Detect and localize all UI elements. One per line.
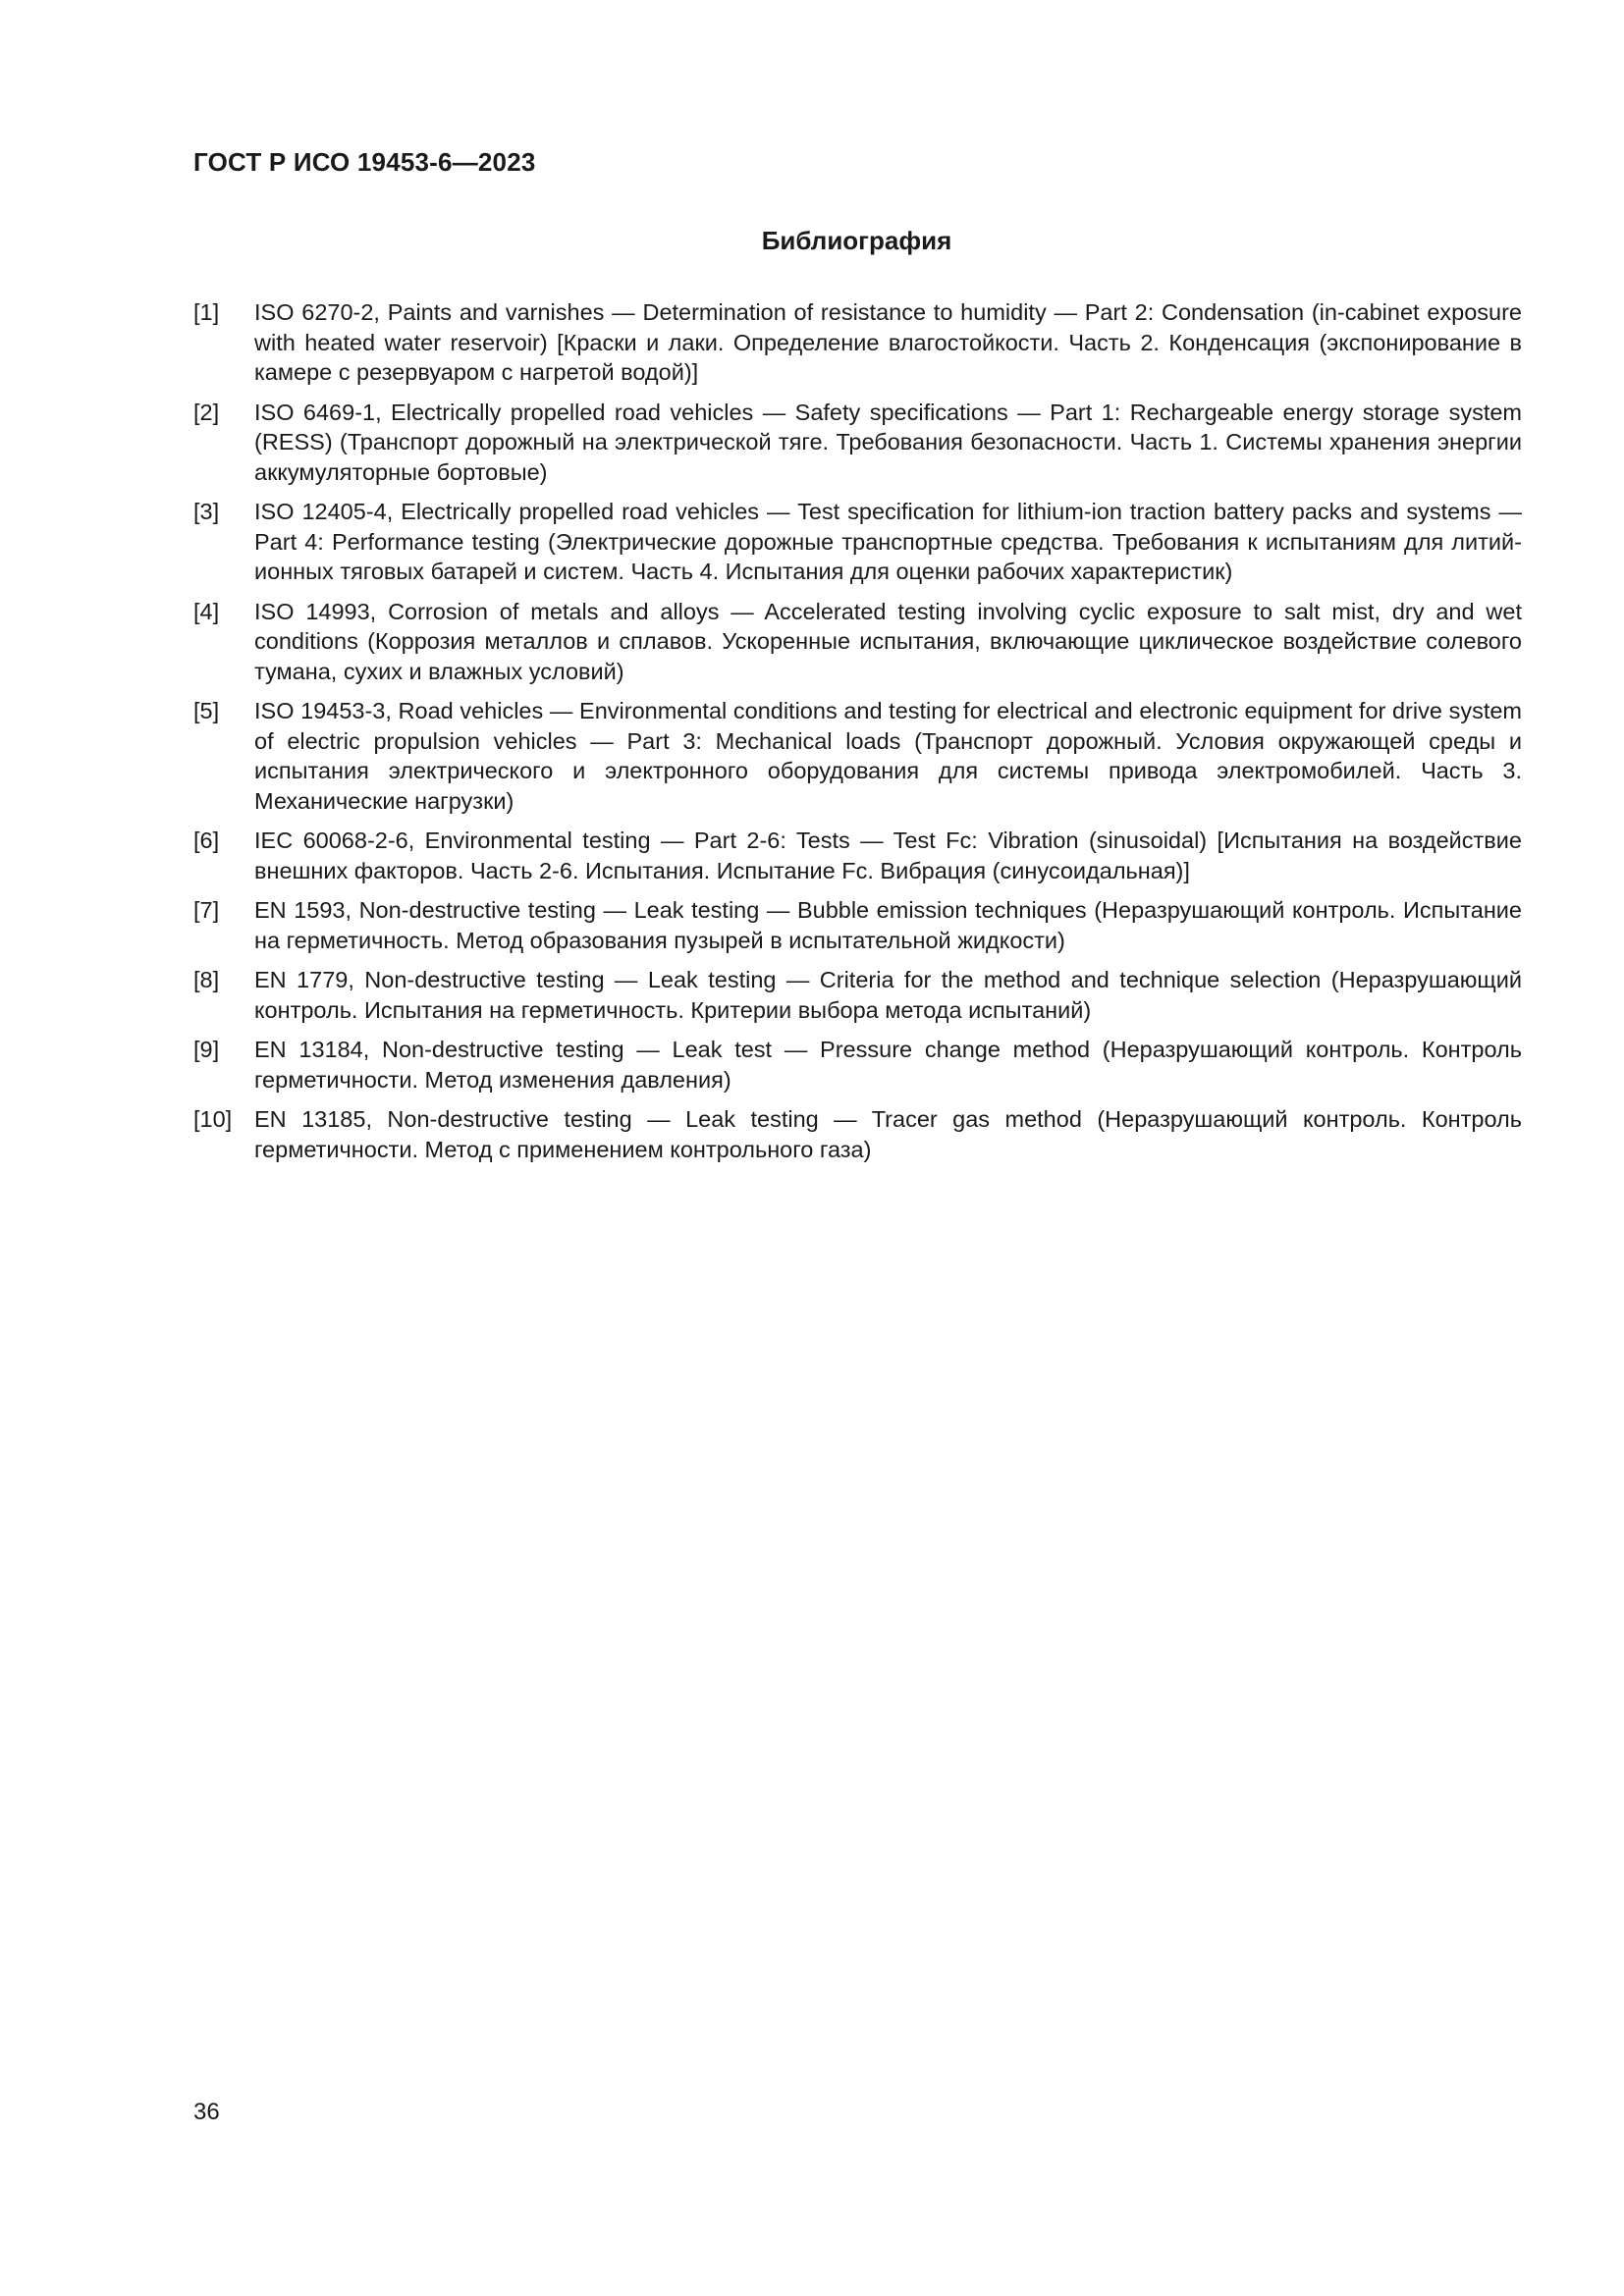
- bibliography-item-text: EN 1593, Non-destructive testing — Leak testing — Bubble emission techniques (Неразрушающий контроль. Испытание на герметичность. Метод образования пузырей в испытательной жидкости): [254, 897, 1522, 953]
- bibliography-item-number: [9]: [193, 1037, 220, 1062]
- bibliography-item-number: [6]: [193, 828, 220, 853]
- bibliography-item: [193, 597, 1522, 687]
- bibliography-item-number: [2]: [193, 399, 220, 425]
- bibliography-item-text: ISO 6469-1, Electrically propelled road vehicles — Safety specifications — Part 1: Rechargeable energy storage system (RESS) (Транспорт дорожный на электрической тяге. Требования безопасности. Часть 1. Системы хранения энергии аккумуляторные бортовые): [254, 399, 1522, 485]
- bibliography-item-number: [4]: [193, 598, 220, 624]
- bibliography-item-number: [1]: [193, 299, 220, 325]
- bibliography-list: [193, 297, 1522, 1174]
- bibliography-item-text: EN 13184, Non-destructive testing — Leak test — Pressure change method (Неразрушающий контроль. Контроль герметичности. Метод изменения давления): [254, 1037, 1522, 1093]
- bibliography-item-number: [10]: [193, 1106, 233, 1132]
- bibliography-item-text: ISO 19453-3, Road vehicles — Environmental conditions and testing for electrical and electronic equipment for drive system of electric propulsion vehicles — Part 3: Mechanical loads (Транспорт дорожный. Условия окружающей среды и испытания электрического и электронного оборудования для системы привода электромобилей. Часть 3. Механические нагрузки): [254, 698, 1522, 814]
- bibliography-item-number: [7]: [193, 897, 220, 923]
- bibliography-item-text: EN 13185, Non-destructive testing — Leak testing — Tracer gas method (Неразрушающий контроль. Контроль герметичности. Метод с применением контрольного газа): [254, 1106, 1522, 1162]
- bibliography-item-number: [8]: [193, 967, 220, 992]
- document-code-header: ГОСТ Р ИСО 19453-6—2023: [193, 147, 536, 177]
- bibliography-title: Библиография: [761, 226, 952, 255]
- bibliography-item: [193, 497, 1522, 587]
- bibliography-item: [193, 895, 1522, 955]
- bibliography-item: [193, 826, 1522, 885]
- bibliography-item: [193, 965, 1522, 1025]
- bibliography-item-text: IEC 60068-2-6, Environmental testing — Part 2-6: Tests — Test Fc: Vibration (sinusoidal) [Испытания на воздействие внешних факторов. Часть 2-6. Испытания. Испытание Fc. Вибрация (синусоидальная)]: [254, 828, 1522, 883]
- bibliography-item-number: [5]: [193, 698, 220, 723]
- bibliography-item: [193, 398, 1522, 488]
- bibliography-item: [193, 297, 1522, 388]
- page-number: 36: [193, 2099, 220, 2125]
- bibliography-item: [193, 1035, 1522, 1095]
- bibliography-item: [193, 1104, 1522, 1164]
- bibliography-item-number: [3]: [193, 499, 220, 524]
- bibliography-item-text: ISO 6270-2, Paints and varnishes — Determination of resistance to humidity — Part 2: Condensation (in-cabinet exposure with heated water reservoir) [Краски и лаки. Определение влагостойкости. Часть 2. Конденсация (экспонирование в камере с резервуаром с нагретой водой)]: [254, 299, 1522, 385]
- bibliography-item: [193, 696, 1522, 816]
- bibliography-item-text: ISO 14993, Corrosion of metals and alloys — Accelerated testing involving cyclic exposure to salt mist, dry and wet conditions (Коррозия металлов и сплавов. Ускоренные испытания, включающие циклическое воздействие солевого тумана, сухих и влажных условий): [254, 598, 1522, 684]
- bibliography-item-text: ISO 12405-4, Electrically propelled road vehicles — Test specification for lithium-ion traction battery packs and systems — Part 4: Performance testing (Электрические дорожные транспортные средства. Требования к испытаниям для литий-ионных тяговых батарей и систем. Часть 4. Испытания для оценки рабочих характеристик): [254, 499, 1522, 584]
- bibliography-item-text: EN 1779, Non-destructive testing — Leak testing — Criteria for the method and technique selection (Неразрушающий контроль. Испытания на герметичность. Критерии выбора метода испытаний): [254, 967, 1522, 1023]
